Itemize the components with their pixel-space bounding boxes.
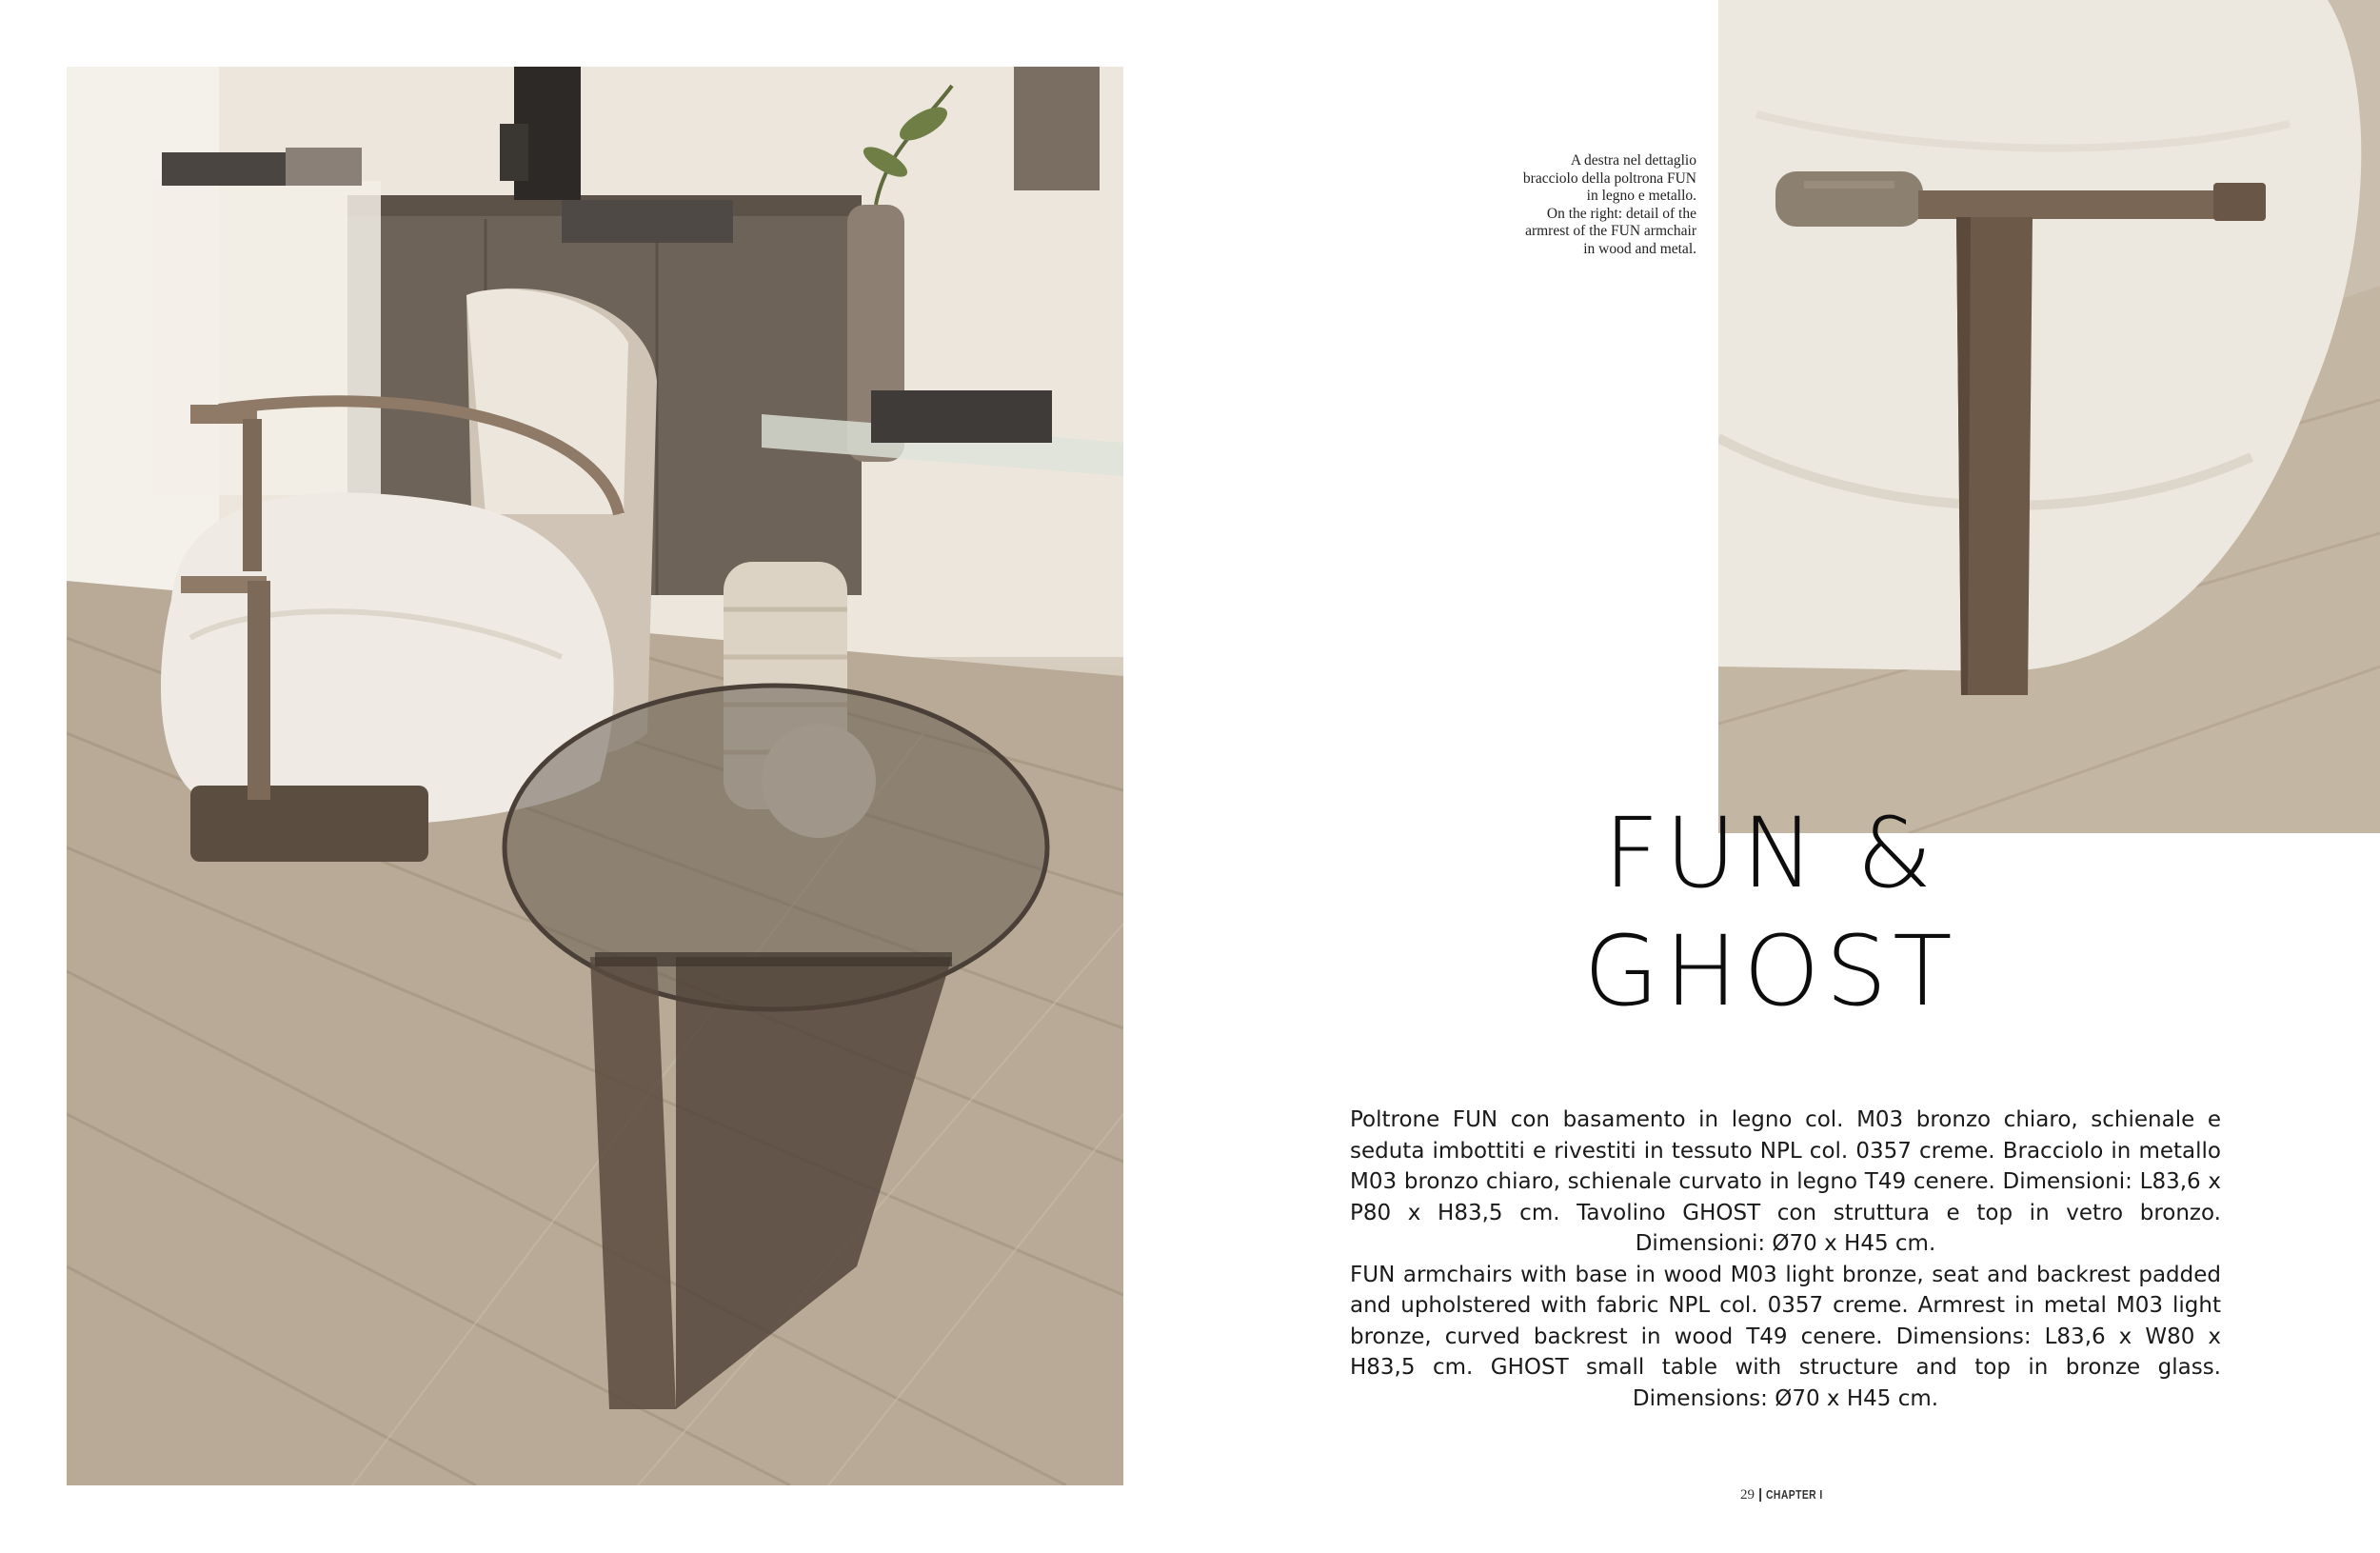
- caption-line: in legno e metallo.: [1586, 188, 1696, 204]
- description-italian: Poltrone FUN con basamento in legno col. M03 bronzo chiaro, schienale e seduta imbottiti e rivestiti in tessuto NPL col. 0357 creme. Bracciolo in metallo M03 bronzo chiaro, schienale curvato in legno T49 cenere. Dimensioni: L83,6 x P80 x H83,5 cm. Tavolino GHOST con struttura e top in vetro bronzo. Dimensioni: Ø70 x H45 cm.: [1350, 1107, 2221, 1256]
- caption-line: On the right: detail of the: [1546, 205, 1696, 222]
- page-number: 29: [1740, 1487, 1755, 1503]
- chapter-label: CHAPTER I: [1766, 1487, 1823, 1502]
- title-line-2: GHOST: [1583, 915, 1958, 1028]
- caption-line: armrest of the FUN armchair: [1525, 223, 1696, 239]
- page-folio: [1740, 1486, 1837, 1503]
- title-line-1: FUN &: [1603, 797, 1938, 910]
- caption-line: bracciolo della poltrona FUN: [1522, 169, 1696, 187]
- description-english: FUN armchairs with base in wood M03 light bronze, seat and backrest padded and upholstered with fabric NPL col. 0357 creme. Armrest in metal M03 light bronze, curved backrest in wood T49 cenere. Dimensions: L83,6 x W80 x H83,5 cm. GHOST small table with structure and top in bronze glass. Dimensions: Ø70 x H45 cm.: [1350, 1262, 2221, 1411]
- caption-line: A destra nel dettaglio: [1570, 152, 1696, 169]
- photo-caption: [1411, 152, 1696, 258]
- caption-line: in wood and metal.: [1583, 240, 1696, 257]
- detail-photo-armrest: [1718, 0, 2380, 833]
- main-photo-armchair-and-table: [67, 67, 1123, 1485]
- folio-separator: |: [1758, 1486, 1763, 1503]
- product-description: [1350, 1105, 2221, 1414]
- page-title: [1561, 795, 1980, 1031]
